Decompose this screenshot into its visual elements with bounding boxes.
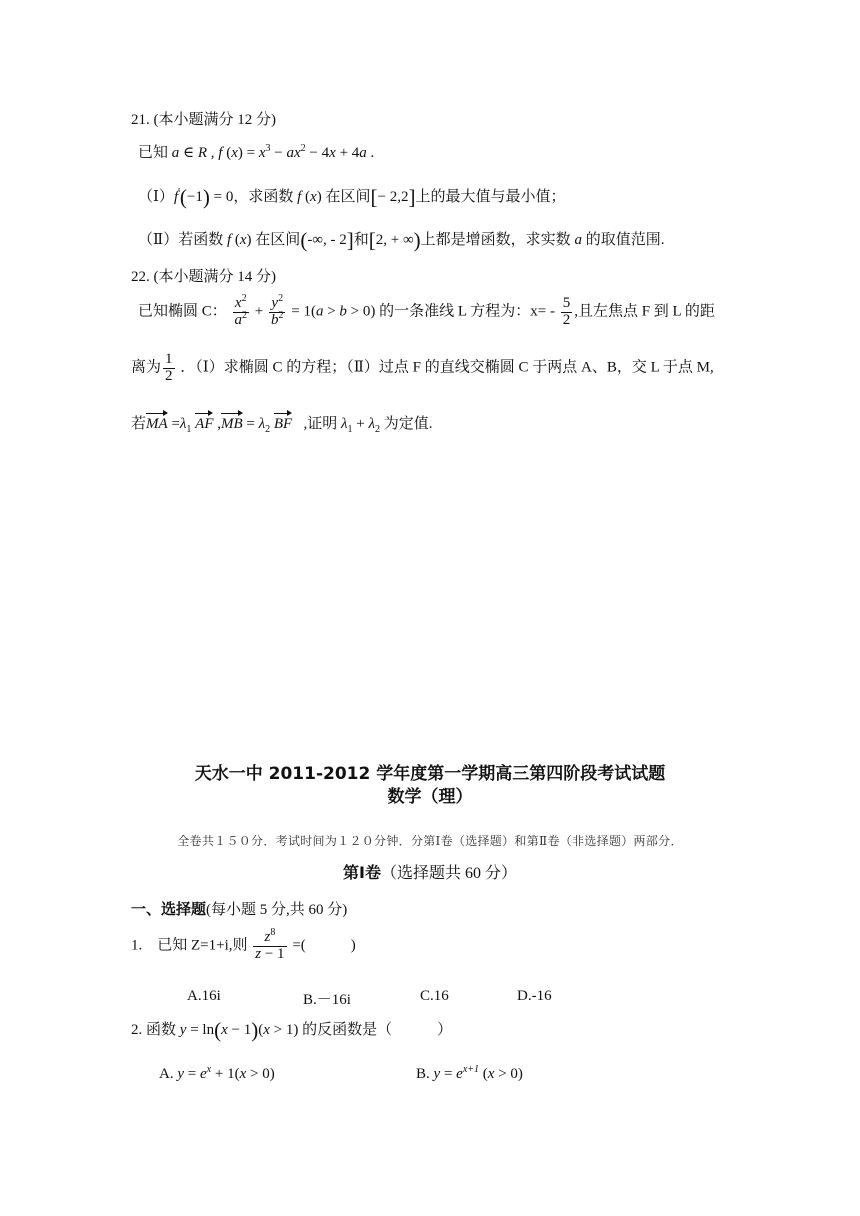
q1-option-b: B.－16i	[303, 992, 351, 1008]
section-heading: 一、选择题(每小题 5 分,共 60 分)	[131, 900, 348, 918]
q21-given: 已知 a ∈ R , f $(x) = x^3 - ax^2 - 4x + 4a$ .	[138, 143, 375, 161]
exam-subtitle: 数学（理）	[387, 787, 473, 807]
exam-note: 全卷共１５０分．考试时间为１２０分钟．分第Ⅰ卷（选择题）和第Ⅱ卷（非选择题）两部分．	[177, 834, 683, 848]
q21-part1: （Ⅰ）f'(−1) = 0，求函数 f (x) 在区间[− 2,2]上的最大值与最小值；	[138, 185, 566, 209]
exam-title: 天水一中 2011-2012 学年度第一学期高三第四阶段考试试题	[194, 764, 666, 784]
q1-option-a: A.16i	[187, 988, 221, 1004]
q2-option-b: B. $y = e^{x+1}$ (x > 0)	[416, 1064, 523, 1082]
q22-line1: 已知椭圆 C： $\frac{x^2}{a^2}$ + $\frac{y^2}{b^2}$ = 1(a > b > 0) 的一条准线 L 方程为：x= - $\frac{5}{2}$ ,且左焦点 F 到 L 的距	[138, 293, 715, 328]
q1-option-d: D.-16	[517, 988, 552, 1004]
q21-part2: （Ⅱ）若函数 f (x) 在区间(-∞, - 2]和[2, + ∞)上都是增函数，求实数 a 的取值范围.	[138, 228, 665, 252]
q22-line2: 离为 $\frac{1}{2}$ ．（Ⅰ）求椭圆 C 的方程；（Ⅱ）过点 F 的直线交椭圆 C 于两点 A、B，交 L 于点 M,	[131, 351, 714, 384]
part-title: 第Ⅰ卷（选择题共 60 分）	[343, 863, 517, 882]
q22-line3: 若MA $=\lambda_1$ AF $,MB = \lambda_2$ BF ,证明 $\lambda_1 + \lambda_2$ 为定值.	[131, 416, 433, 435]
q2-stem: 2. 函数 y = ln(x − 1)(x > 1) 的反函数是（ ）	[131, 1018, 453, 1042]
q21-header: 21. (本小题满分 12 分)	[131, 112, 276, 128]
q1-option-c: C.16	[420, 988, 449, 1004]
q1-stem: 1. 已知 Z=1+i,则 $\frac{z^8}{z - 1}$ =( )	[131, 927, 356, 962]
q22-header: 22. (本小题满分 14 分)	[131, 269, 276, 285]
q2-option-a: A. $y = e^x + 1(x > 0)$	[159, 1064, 275, 1082]
